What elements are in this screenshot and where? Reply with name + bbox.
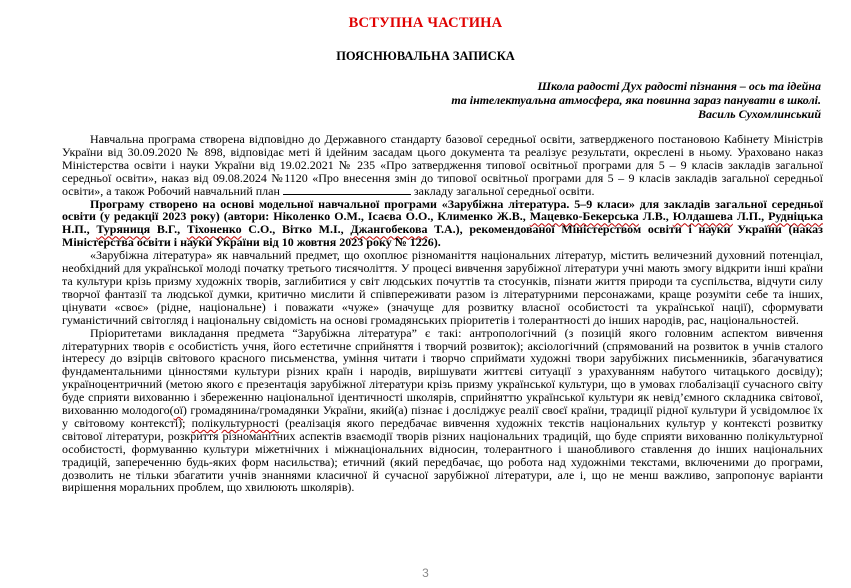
paragraph-text: Пріоритетами викладання предмета “Зарубіжна література” є такі: антропологічний (з позицій якого головним аспектом вивчення літературних творів є особистість учня, його естетичне сприйняття і творчий розвиток); аксіологічний (спрямований на розвиток в учнів сталого інтересу до взірців світового красного письменства, уміння читати і творчо сприймати художні твори зарубіжних письменників, збагачуватися фундаментальними цінностями культури різних країн і народів, вирішувати життєві ситуації з урахуванням набутого читацького досвіду); україноцентричний (метою якого є презентація зарубіжної літератури крізь призму української культури, що в умовах глобалізації сучасного світу буде сприяти вихованню і збереженню національної ідентичності школярів, сприйняттю української культури як невід’ємного складника світової, вихованню молодого(: [62, 325, 823, 418]
paragraph-text: С.О., Вітко М.І.,: [241, 222, 351, 237]
paragraph-priorities: [62, 327, 823, 495]
spellcheck-flagged-word: Мацевко-Бекерська: [529, 209, 639, 224]
paragraph-text: В.Г.,: [150, 222, 187, 237]
paragraph-text: Програму створено на основі модельної навчальної програми «Зарубіжна література. 5–9 класи» для закладів загальної середньої освіти (у редакції 2023 року) (автори: Ніколенко О.М., Ісаєва О.О., Клименко Ж.В.,: [62, 196, 823, 224]
explanatory-note-body: [62, 133, 823, 494]
paragraph-program-basis: [62, 198, 823, 250]
paragraph-text: закладу загальної середньої освіти.: [413, 183, 595, 198]
section-title: ВСТУПНА ЧАСТИНА: [348, 15, 503, 31]
paragraph-text: ) громадянина/громадянки України, який(а) пізнає і досліджує реалії своєї країни, традиції рідної культури й усвідомлює їх у світовому контексті);: [62, 403, 823, 430]
paragraph-text: Н.П.,: [62, 222, 97, 237]
spellcheck-flagged-word: Рудніцька: [768, 209, 823, 224]
spellcheck-flagged-word: Тіхоненко: [186, 222, 242, 237]
epigraph-author: Василь Сухомлинський: [697, 107, 821, 121]
spellcheck-flagged-word: Туряниця: [96, 222, 151, 237]
page-number: 3: [422, 566, 429, 580]
spellcheck-flagged-word: ої: [173, 403, 183, 418]
document-subtitle: ПОЯСНЮВАЛЬНА ЗАПИСКА: [336, 49, 515, 63]
fill-in-blank: [283, 185, 411, 195]
epigraph: [351, 79, 821, 121]
spellcheck-flagged-word: полікультурності: [191, 415, 280, 430]
paragraph: [62, 133, 823, 198]
spellcheck-flagged-word: Юлдашева: [672, 209, 733, 224]
paragraph-text: Т.А.), рекомендованої Міністерством освіти і науки України (наказ Міністерства освіти і науки України від 10 жовтня 2023 року № 1226).: [62, 222, 823, 250]
paragraph-text: Навчальна програма створена відповідно до Державного стандарту базової середньої освіти, затвердженого постановою Кабінету Міністрів України від 30.09.2020 № 898, відповідає меті й ідейним засадам цього документа та реалізує результати, окреслені в ньому. Ураховано наказ Міністерства освіти і науки України від 19.02.2021 № 235 «Про затвердження типової освітньої програми для 5 – 9 класів закладів загальної середньої освіти», наказ від 09.08.2024 №1120 «Про внесення змін до типової освітньої програми для 5 – 9 класів закладів загальної середньої освіти», а також Робочий навчальний план: [62, 132, 823, 198]
epigraph-line: Школа радості Дух радості пізнання – ось та ідейна: [537, 79, 821, 93]
epigraph-line: та інтелектуальна атмосфера, яка повинна зараз панувати в школі.: [451, 93, 821, 107]
paragraph-text: Л.В.,: [638, 209, 673, 224]
paragraph: «Зарубіжна література» як навчальний предмет, що охоплює різноманіття національних літератур, містить величезний духовний потенціал, необхідний для української молоді початку третього тисячоліття. У процесі вивчення зарубіжної літератури учні мають змогу відкрити інші країни та культури крізь призму художніх творів, заглибитися у світ людських почуттів та стосунків, пізнати життя природи та суспільства, відчути силу творчої фантазії та людської думки, критично мислити й співпереживати разом із літературними персонажами, краще розуміти себе та інших, цінувати «своє» (рідне, національне) і поважати «чуже» (значуще для розвитку власної особистості та української нації), сформувати гуманістичний світогляд і національну свідомість на основі громадянських пріоритетів і толерантності до інших народів, рас, національностей.: [62, 248, 823, 327]
spellcheck-flagged-word: Джангобекова: [350, 222, 428, 237]
paragraph-text: Л.П.,: [732, 209, 769, 224]
paragraph-text: (реалізація якого передбачає вивчення художніх текстів національних культур у контексті розвитку світової літератури, розкриття різноманітних аспектів взаємодії творів різних національних традицій, що буде сприяти вихованню полікультурної особистості, формуванню культури міжетнічних і міжнаціональних відносин, толерантного і шанобливого ставлення до інших національних традицій, запереченню будь-яких форм насильства); етичний (який передбачає, що робота над художніми текстами, включеними до програми, дозволить не тільки збагатити учнів знаннями класичної й сучасної зарубіжної літератури, але і, що не менш важливо, запропонує варіанти вирішення моральних проблем, що хвилюють школярів).: [62, 415, 824, 495]
